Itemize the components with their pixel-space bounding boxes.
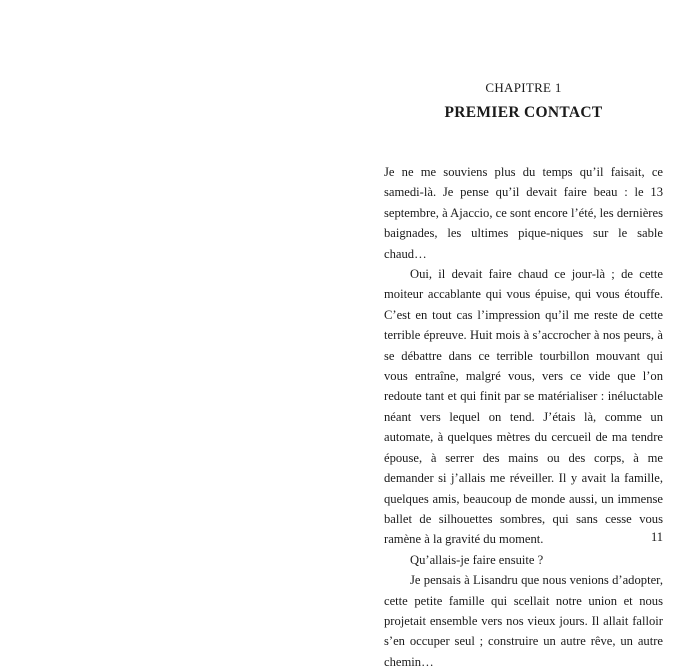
chapter-title: PREMIER CONTACT	[444, 104, 603, 121]
paragraph: Je pensais à Lisandru que nous venions d’adopter, cette petite famille qui scellait notre union et nous projetait ensemble vers nos vieux jours. Il allait falloir s’en occuper seul ; construire un autre rêve, un autre chemin…	[384, 573, 663, 669]
chapter-body	[384, 162, 663, 672]
page-number: 11	[650, 530, 663, 544]
paragraph: Qu’allais-je faire ensuite ?	[410, 552, 544, 567]
chapter-label: CHAPITRE 1	[485, 80, 562, 95]
paragraph: Oui, il devait faire chaud ce jour-là ; de cette moiteur accablante qui vous épuise, qui vous étouffe. C’est en tout cas l’impression qu’il me reste de cette terrible épreuve. Huit mois à s’accrocher à nos peurs, à se débattre dans ce terrible tourbillon mouvant qui vous entraîne, malgré vous, vers ce vide que l’on redoute tant et qui finit par se matérialiser : inéluctable néant vers lequel on tend. J’étais là, comme un automate, à quelques mètres du cercueil de ma tendre épouse, à serrer des mains ou des corps, à me demander si j’allais me réveiller. Il y avait la famille, quelques amis, beaucoup de monde aussi, un immense ballet de silhouettes sombres, qui sans cesse vous ramène à la gravité du moment.	[384, 267, 663, 547]
paragraph: Je ne me souviens plus du temps qu’il faisait, ce samedi-là. Je pense qu’il devait faire beau : le 13 septembre, à Ajaccio, ce sont encore l’été, les dernières baignades, les ultimes pique-niques sur le sable chaud…	[384, 165, 663, 261]
